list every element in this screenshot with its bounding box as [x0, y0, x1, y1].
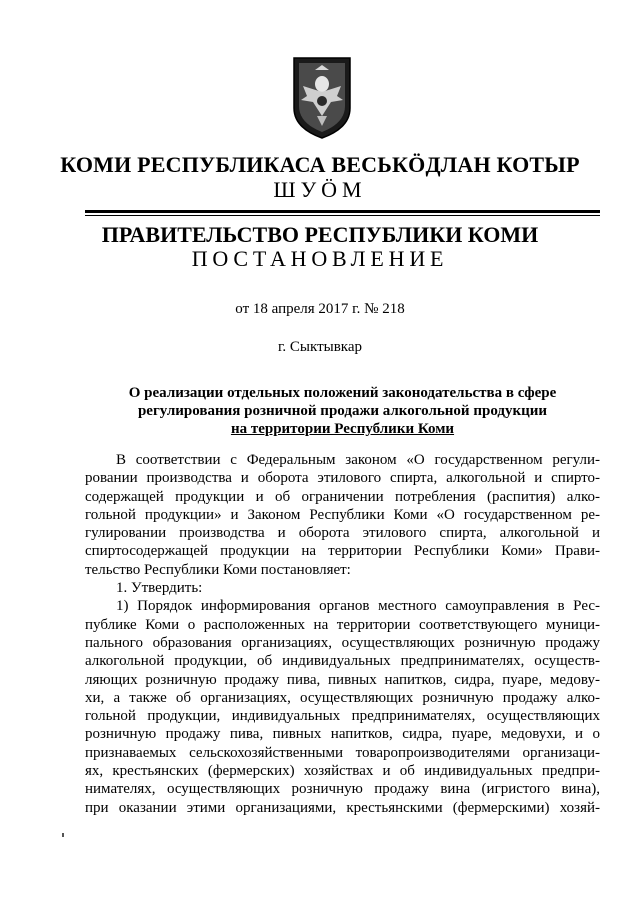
document-city: г. Сыктывкар [277, 339, 363, 355]
body-line: алкогольной продукции, об индивидуальных предпринимателях, осуществ- [85, 653, 600, 670]
document-title [85, 384, 600, 438]
body-line: розничную продажу пива, пивных напитков, сидра, пуаре, медовухи, и о [85, 726, 600, 743]
title-line: регулирования розничной продажи алкогольной продукции [137, 403, 548, 419]
scan-speck [62, 833, 64, 837]
body-line: нимателях, осуществляющих розничную продажу вина (игристого вина), [85, 781, 600, 798]
body-line: спиртосодержащей продукции на территории Республики Коми» Прави- [85, 543, 600, 560]
komi-document-type: ШУÖМ [273, 177, 367, 202]
title-line: О реализации отдельных положений законодательства в сфере [128, 385, 557, 401]
document-body [85, 451, 600, 817]
title-line-underlined [85, 420, 600, 438]
russian-document-type: ПОСТАНОВЛЕНИЕ [191, 246, 449, 271]
body-line: ровании производства и оборота этилового спирта, алкогольной и спирто- [85, 470, 600, 487]
body-line: ях, крестьянских (фермерских) хозяйствах и об индивидуальных предпри- [85, 763, 600, 780]
body-line: тельство Республики Коми постановляет: [85, 561, 351, 578]
body-line: при оказании этими организациями, крестьянскими (фермерскими) хозяй- [85, 799, 600, 816]
body-line: пального образования организациях, осуществляющих розничную продажу [85, 634, 600, 651]
body-line: ляющих розничную продажу пива, пивных напитков, сидра, пуаре, медову- [85, 671, 600, 688]
body-line: гольной продукции, индивидуальных предпринимателях, осуществляющих [85, 708, 600, 725]
header-divider-thin [85, 215, 600, 216]
body-line: гольной продукции» и Законом Республики Коми «О государственном ре- [85, 506, 600, 523]
body-line: В соответствии с Федеральным законом «О государственном регули- [116, 452, 600, 468]
body-line: публике Коми о расположенных на территории соответствующего муници- [85, 616, 600, 633]
header-divider-thick [85, 210, 600, 213]
document-date-number: от 18 апреля 2017 г. № 218 [235, 301, 405, 317]
body-line: гулировании производства и оборота этилового спирта, алкогольной и [85, 525, 600, 542]
russian-government-name: ПРАВИТЕЛЬСТВО РЕСПУБЛИКИ КОМИ [101, 222, 539, 247]
title-underlined-text: на территории Республики Коми [230, 421, 455, 437]
body-line: содержащей продукции и об ограничении потребления (распития) алко- [85, 488, 600, 505]
body-line: 1. Утвердить: [116, 580, 203, 597]
body-line: хи, а также об организациях, осуществляющих розничную продажу алко- [85, 689, 600, 706]
body-line: 1) Порядок информирования органов местного самоуправления в Рес- [116, 598, 600, 615]
komi-government-name: КОМИ РЕСПУБЛИКАСА ВЕСЬКÖДЛАН КОТЫР [60, 152, 580, 177]
coat-of-arms-emblem [291, 56, 353, 140]
body-line: признаваемых сельскохозяйственными товаропроизводителями организаци- [85, 744, 600, 761]
